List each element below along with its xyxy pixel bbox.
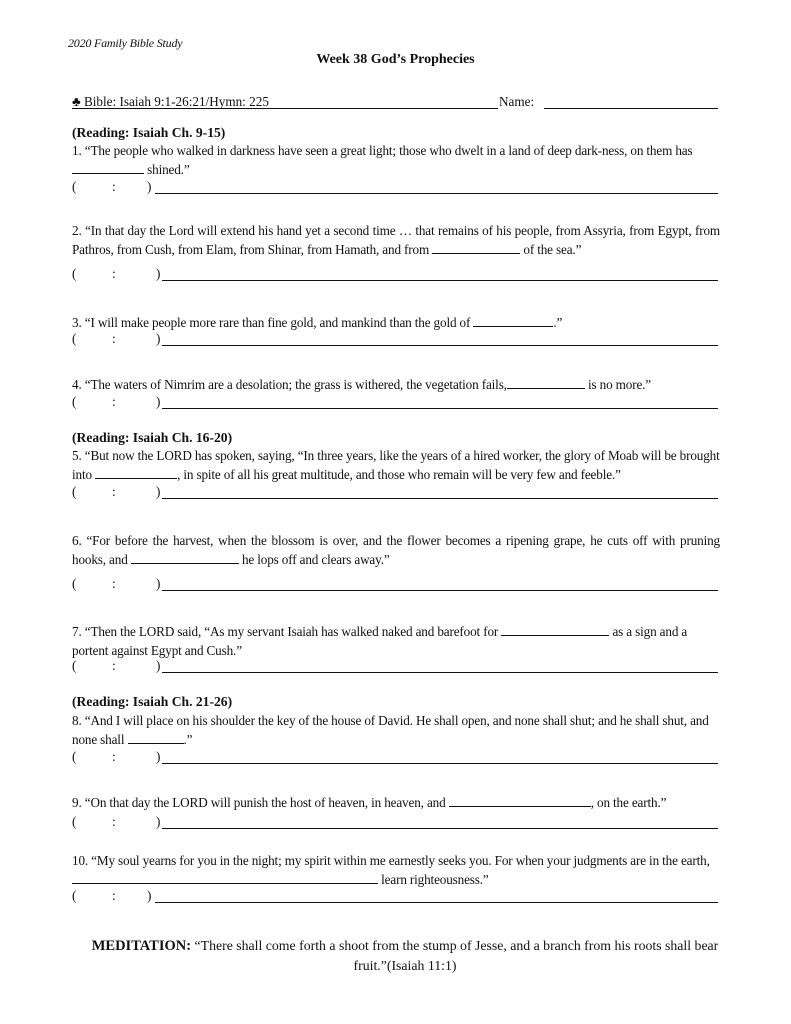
verse-reference-row [72,576,718,594]
question-text: 10. “My soul yearns for you in the night; my spirit within me earnestly seeks you. For when your judgments are in the earth, [72,853,710,868]
question-7 [72,622,720,660]
answer-blank[interactable] [131,552,239,564]
ref-colon: : [112,266,116,281]
verse-reference-row [72,749,718,767]
ref-colon: : [112,814,116,829]
question-text: .” [553,315,563,330]
answer-blank[interactable] [507,377,585,389]
answer-line[interactable] [162,828,718,829]
meditation [60,936,750,975]
question-text: 4. “The waters of Nimrim are a desolation; the grass is withered, the vegetation fails, [72,377,507,392]
answer-line[interactable] [162,408,718,409]
question-text: shined.” [147,162,190,177]
meditation-cite: (Isaiah 11:1) [386,958,457,973]
question-text: 9. “On that day the LORD will punish the host of heaven, in heaven, and [72,795,446,810]
ref-colon: : [112,394,116,409]
ref-open: ( [72,576,77,591]
ref-colon: : [112,484,116,499]
ref-open: ( [72,331,77,346]
question-text: .” [183,732,193,747]
ref-open: ( [72,484,77,499]
worksheet-header [72,94,718,112]
verse-reference-row [72,266,718,284]
ref-colon: : [112,179,116,194]
answer-blank[interactable] [95,467,177,479]
section-heading: (Reading: Isaiah Ch. 9-15) [72,125,226,140]
answer-blank[interactable] [501,624,609,636]
question-text: of the sea.” [523,242,582,257]
ref-colon: : [112,576,116,591]
meditation-label: MEDITATION: [91,938,192,954]
verse-reference-row [72,394,718,412]
ref-colon: : [112,888,116,903]
question-5 [72,446,720,484]
ref-open: ( [72,394,77,409]
verse-reference-row [72,888,718,906]
ref-open: ( [72,658,77,673]
question-text: , on the earth.” [590,795,667,810]
question-1 [72,141,720,179]
question-6 [72,531,720,569]
ref-close: ) [156,484,161,499]
answer-line[interactable] [162,498,718,499]
verse-reference-row [72,179,718,197]
answer-blank[interactable] [432,242,520,254]
answer-blank[interactable] [473,315,553,327]
question-text: is no more.” [587,377,652,392]
verse-reference-row [72,331,718,349]
question-text: 8. “And I will place on his shoulder the key of the house of David. He shall open, and none shall shut; and he shall shut, and none shall [72,713,709,747]
verse-reference-row [72,484,718,502]
ref-close: ) [156,394,161,409]
section-heading: (Reading: Isaiah Ch. 21-26) [72,694,233,709]
question-text: 2. “In that day the Lord will extend his hand yet a second time … that remains of his people, from Assyria, from Egypt, from Pathros, from Cush, from Elam, from Shinar, from Hamath, and from [72,223,720,257]
ref-close: ) [156,266,161,281]
bible-underline [72,108,498,109]
question-2 [72,221,720,259]
question-4 [72,375,720,394]
ref-close: ) [147,179,152,194]
bible-reference: ♣ Bible: Isaiah 9:1-26:21/Hymn: 225 [72,94,269,109]
answer-line[interactable] [155,902,718,903]
question-text: 7. “Then the LORD said, “As my servant Isaiah has walked naked and barefoot for [72,624,499,639]
question-text: 1. “The people who walked in darkness have seen a great light; those who dwelt in a land of deep dark-ness, on them has [72,143,693,158]
ref-colon: : [112,658,116,673]
ref-close: ) [156,331,161,346]
verse-reference-row [72,658,718,676]
ref-close: ) [156,576,161,591]
ref-open: ( [72,814,77,829]
answer-line[interactable] [162,280,718,281]
answer-blank[interactable] [449,795,591,807]
answer-line[interactable] [162,345,718,346]
answer-blank[interactable] [128,732,184,744]
question-8 [72,711,720,749]
answer-blank[interactable] [72,872,378,884]
answer-line[interactable] [162,763,718,764]
question-text: as a sign and a portent against Egypt and Cush.” [72,624,688,658]
question-text: 6. “For before the harvest, when the blossom is over, and the flower becomes a ripening grape, he cuts off with pruning hooks, and [72,533,720,567]
ref-open: ( [72,179,77,194]
ref-close: ) [156,749,161,764]
ref-open: ( [72,749,77,764]
answer-line[interactable] [162,590,718,591]
answer-line[interactable] [155,193,718,194]
ref-colon: : [112,331,116,346]
section-heading: (Reading: Isaiah Ch. 16-20) [72,430,233,445]
ref-open: ( [72,888,77,903]
verse-reference-row [72,814,718,832]
question-3 [72,313,720,332]
ref-close: ) [156,658,161,673]
ref-colon: : [112,749,116,764]
meditation-text: “There shall come forth a shoot from the stump of Jesse, and a branch from his roots shall bear fruit.” [194,938,719,973]
page-title: Week 38 God’s Prophecies [316,52,475,67]
ref-open: ( [72,266,77,281]
name-label: Name: [499,94,535,109]
answer-line[interactable] [162,672,718,673]
ref-close: ) [156,814,161,829]
corner-note: 2020 Family Bible Study [68,36,183,50]
question-text: 3. “I will make people more rare than fine gold, and mankind than the gold of [72,315,471,330]
ref-close: ) [147,888,152,903]
name-field[interactable] [544,108,718,109]
question-10 [72,851,720,889]
question-9 [72,793,720,812]
answer-blank[interactable] [72,162,144,174]
question-text: , in spite of all his great multitude, and those who remain will be very few and feeble.” [177,467,621,482]
question-text: learn righteousness.” [381,872,489,887]
question-text: 5. “But now the LORD has spoken, saying, “In three years, like the years of a hired worker, the glory of Moab will be brought into [72,448,720,482]
question-text: he lops off and clears away.” [241,552,390,567]
